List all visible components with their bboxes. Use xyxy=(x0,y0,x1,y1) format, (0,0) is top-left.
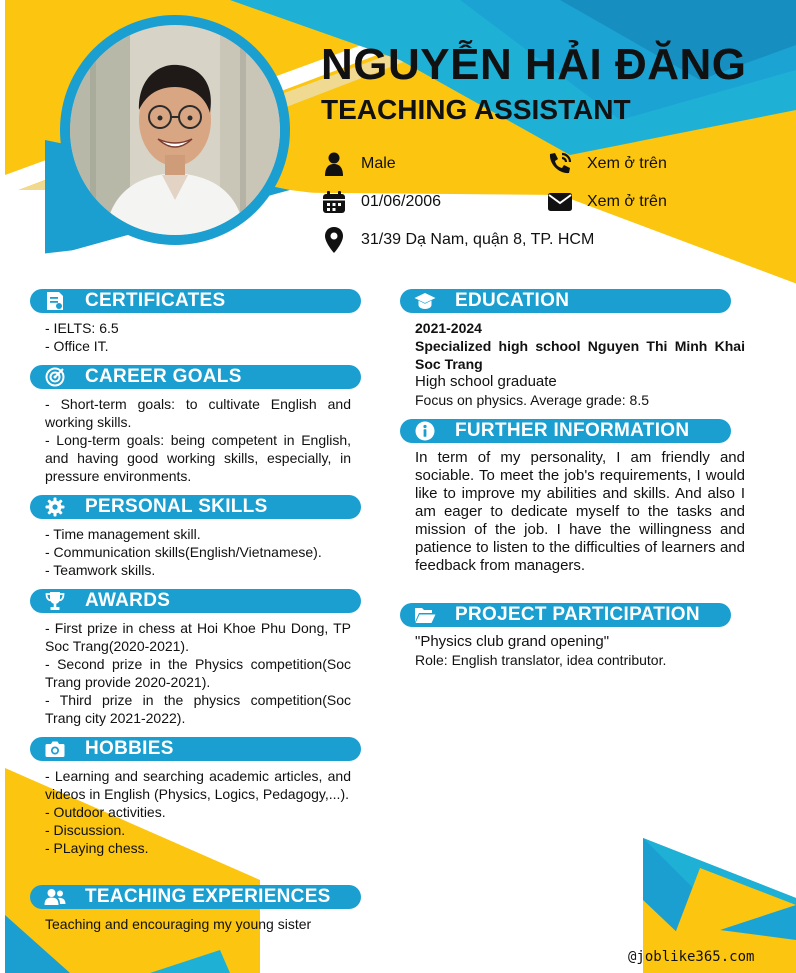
list-item: - IELTS: 6.5 xyxy=(45,320,119,336)
project-participation-title: PROJECT PARTICIPATION xyxy=(455,604,700,625)
graduation-cap-icon xyxy=(414,290,436,312)
hobbies-list xyxy=(45,767,351,857)
info-icon xyxy=(414,420,436,442)
email-row xyxy=(547,189,667,215)
further-information-header xyxy=(400,419,731,443)
awards-list xyxy=(45,619,351,727)
gear-icon xyxy=(44,496,66,518)
career-goals-header xyxy=(30,365,361,389)
birthdate-value: 01/06/2006 xyxy=(361,193,442,210)
certificates-title: CERTIFICATES xyxy=(85,290,226,311)
user-icon xyxy=(321,151,347,177)
education-school: Specialized high school Nguyen Thi Minh Khai Soc Trang xyxy=(415,338,745,372)
certificates-header xyxy=(30,289,361,313)
address-row xyxy=(321,227,594,253)
certificate-icon xyxy=(44,290,66,312)
birthdate-row xyxy=(321,189,441,215)
further-information-title: FURTHER INFORMATION xyxy=(455,420,690,441)
teaching-experiences-text: Teaching and encouraging my young sister xyxy=(45,916,312,932)
hobbies-header xyxy=(30,737,361,761)
project-role: Role: English translator, idea contributor. xyxy=(415,652,667,668)
calendar-icon xyxy=(321,189,347,215)
phone-icon xyxy=(547,151,573,177)
list-item: - Outdoor activities. xyxy=(45,804,166,820)
list-item: - Discussion. xyxy=(45,822,126,838)
personal-skills-title: PERSONAL SKILLS xyxy=(85,496,268,517)
candidate-name: NGUYỄN HẢI ĐĂNG xyxy=(321,40,747,89)
awards-title: AWARDS xyxy=(85,590,171,611)
list-item: - Short-term goals: to cultivate English and working skills. xyxy=(45,396,351,430)
gender-value: Male xyxy=(361,155,396,172)
project-name: "Physics club grand opening" xyxy=(415,633,610,650)
trophy-icon xyxy=(44,590,66,612)
avatar xyxy=(70,25,280,235)
list-item: - PLaying chess. xyxy=(45,840,149,856)
camera-icon xyxy=(44,738,66,760)
further-information-text: In term of my personality, I am friendly and sociable. To meet the job's requirements, I would like to improve my abilities and skills. And also I am eager to dedicate myself to the tasks and mission of the job. I have the willingness and patience to listen to the difficulties of learners and feedback from managers. xyxy=(415,449,745,574)
list-item: - Third prize in the physics competition(Soc Trang city 2021-2022). xyxy=(45,692,351,726)
gender-row xyxy=(321,151,396,177)
target-icon xyxy=(44,366,66,388)
education-header xyxy=(400,289,731,313)
teaching-experiences-header xyxy=(30,885,361,909)
education-content xyxy=(415,319,745,409)
job-title: TEACHING ASSISTANT xyxy=(321,94,631,125)
envelope-icon xyxy=(547,189,573,215)
certificates-list xyxy=(45,319,351,355)
personal-skills-list xyxy=(45,525,355,579)
watermark: @joblike365.com xyxy=(628,949,755,965)
list-item: - Communication skills(English/Vietnamese). xyxy=(45,544,322,560)
education-degree: High school graduate xyxy=(415,373,557,390)
email-value: Xem ở trên xyxy=(587,193,667,210)
folder-open-icon xyxy=(414,604,436,626)
hobbies-title: HOBBIES xyxy=(85,738,174,759)
users-icon xyxy=(44,886,66,908)
list-item: - Learning and searching academic articles, and videos in English (Physics, Logics, Pedagogy,...). xyxy=(45,768,351,802)
list-item: - Time management skill. xyxy=(45,526,201,542)
list-item: - Second prize in the Physics competition(Soc Trang provide 2020-2021). xyxy=(45,656,351,690)
address-value: 31/39 Dạ Nam, quận 8, TP. HCM xyxy=(361,231,595,248)
list-item: - Office IT. xyxy=(45,338,109,354)
project-participation-header xyxy=(400,603,731,627)
list-item: - Long-term goals: being competent in English, and having good working skills, especially, in pressure environments. xyxy=(45,432,351,484)
career-goals-title: CAREER GOALS xyxy=(85,366,242,387)
teaching-experiences-title: TEACHING EXPERIENCES xyxy=(85,886,331,907)
phone-value: Xem ở trên xyxy=(587,155,667,172)
list-item: - First prize in chess at Hoi Khoe Phu Dong, TP Soc Trang(2020-2021). xyxy=(45,620,351,654)
project-participation-content xyxy=(415,633,745,669)
education-detail: Focus on physics. Average grade: 8.5 xyxy=(415,392,649,408)
career-goals-list xyxy=(45,395,351,485)
education-years: 2021-2024 xyxy=(415,320,482,336)
awards-header xyxy=(30,589,361,613)
location-pin-icon xyxy=(321,227,347,253)
phone-row xyxy=(547,151,667,177)
education-title: EDUCATION xyxy=(455,290,570,311)
list-item: - Teamwork skills. xyxy=(45,562,156,578)
personal-skills-header xyxy=(30,495,361,519)
